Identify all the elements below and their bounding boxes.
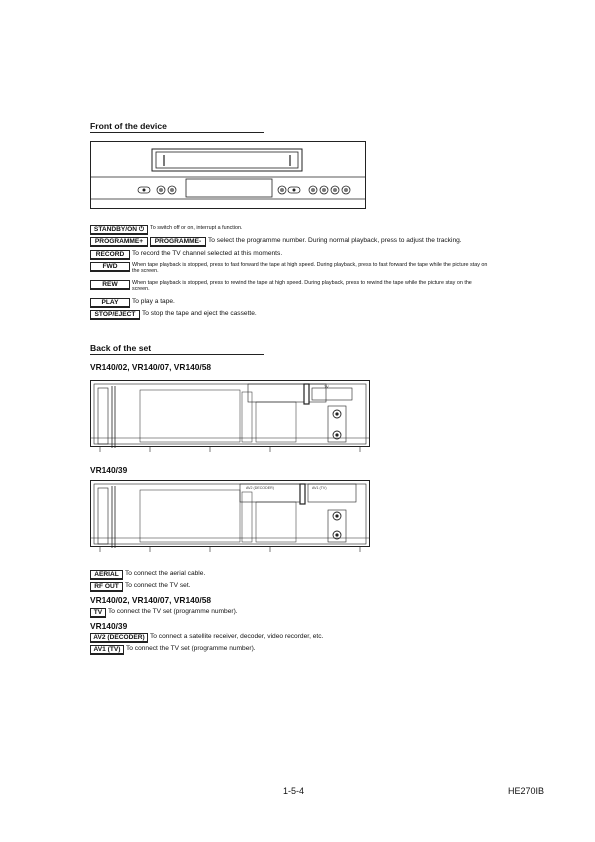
front-heading-rule <box>90 132 264 133</box>
av2-desc: To connect a satellite receiver, decoder, video recorder, etc. <box>150 633 324 640</box>
legend-row-av1 <box>90 645 256 655</box>
legend-row-fwd <box>90 262 490 275</box>
front-heading: Front of the device <box>90 121 167 131</box>
front-panel-diagram <box>90 141 366 209</box>
fwd-key: FWD <box>90 262 130 272</box>
programme-minus-key: PROGRAMME- <box>150 237 206 247</box>
play-desc: To play a tape. <box>132 298 175 305</box>
diagram-b-av2-label: AV2 (DECODER) <box>246 486 274 490</box>
aerial-key: AERIAL <box>90 570 123 580</box>
legend-row-programme <box>90 237 462 247</box>
legend-row-tv <box>90 608 238 618</box>
av1-key: AV1 (TV) <box>90 645 124 655</box>
legend-row-standby <box>90 225 243 235</box>
legend-row-aerial <box>90 570 205 580</box>
diagram-a-tv-label: TV <box>324 385 329 389</box>
legend-row-av2 <box>90 633 323 643</box>
programme-plus-key: PROGRAMME+ <box>90 237 148 247</box>
aerial-desc: To connect the aerial cable. <box>125 570 206 577</box>
back-panel-diagram-b <box>90 480 370 560</box>
tv-key: TV <box>90 608 106 618</box>
back-heading-rule <box>90 354 264 355</box>
stop-eject-desc: To stop the tape and eject the cassette. <box>142 310 257 317</box>
model-group-a-title: VR140/02, VR140/07, VR140/58 <box>90 362 212 372</box>
rf-out-key: RF OUT <box>90 582 123 592</box>
group-b-title: VR140/39 <box>90 621 128 631</box>
legend-row-play <box>90 298 175 308</box>
rf-out-desc: To connect the TV set. <box>125 582 191 589</box>
standby-desc: To switch off or on, interrupt a function. <box>150 225 243 231</box>
av1-desc: To connect the TV set (programme number). <box>126 645 256 652</box>
legend-row-record <box>90 250 282 260</box>
standby-key: STANDBY/ON ⏻ <box>90 225 148 235</box>
page-number: 1-5-4 <box>283 786 305 796</box>
doc-code: HE270IB <box>508 786 545 796</box>
programme-desc: To select the programme number. During normal playback, press to adjust the tracking. <box>208 237 462 244</box>
diagram-b-av1-label: AV1 (TV) <box>312 486 327 490</box>
model-group-b-title: VR140/39 <box>90 465 128 475</box>
group-a-title: VR140/02, VR140/07, VR140/58 <box>90 595 212 605</box>
legend-row-stop <box>90 310 257 320</box>
back-heading: Back of the set <box>90 343 152 353</box>
rew-key: REW <box>90 280 130 290</box>
record-key: RECORD <box>90 250 130 260</box>
play-key: PLAY <box>90 298 130 308</box>
stop-eject-key: STOP/EJECT <box>90 310 140 320</box>
av2-key: AV2 (DECODER) <box>90 633 148 643</box>
legend-row-rew <box>90 280 490 293</box>
tv-desc: To connect the TV set (programme number). <box>108 608 238 615</box>
record-desc: To record the TV channel selected at this moments. <box>132 250 283 257</box>
rew-desc: When tape playback is stopped, press to rewind the tape at high speed. During playback, press to rewind the tape while the picture stay on the screen. <box>132 280 472 293</box>
back-panel-diagram-a <box>90 380 370 460</box>
fwd-desc: When tape playback is stopped, press to fast forward the tape at high speed. During playback, press to fast forward the tape while the picture stay on the screen. <box>132 262 488 275</box>
legend-row-rf-out <box>90 582 191 592</box>
